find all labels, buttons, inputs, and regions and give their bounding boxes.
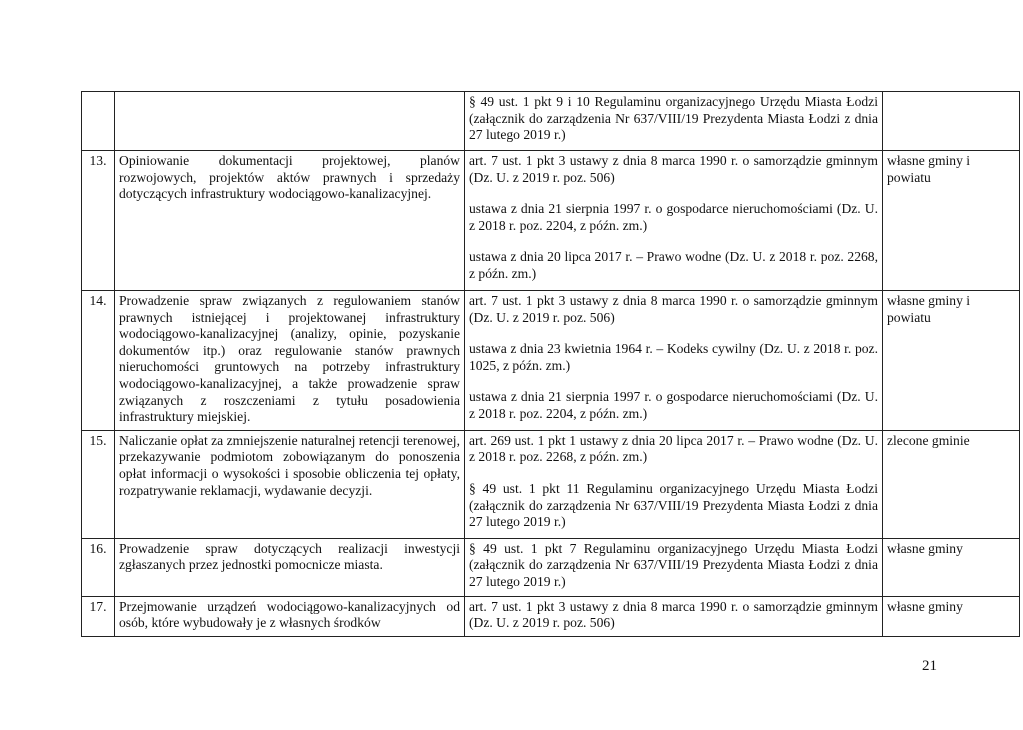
row-number: 14.	[82, 291, 115, 431]
legal-basis-entry: art. 7 ust. 1 pkt 3 ustawy z dnia 8 marca 1990 r. o samorządzie gminnym (Dz. U. z 2019 r. poz. 506)	[469, 153, 878, 185]
task-type: własne gminy i powiatu	[883, 151, 1020, 291]
legal-basis-entry: § 49 ust. 1 pkt 11 Regulaminu organizacyjnego Urzędu Miasta Łodzi (załącznik do zarządzenia Nr 637/VIII/19 Prezydenta Miasta Łodzi z dnia 27 lutego 2019 r.)	[469, 480, 878, 530]
row-number: 13.	[82, 151, 115, 291]
task-description: Prowadzenie spraw dotyczących realizacji inwestycji zgłaszanych przez jednostki pomocnicze miasta.	[115, 538, 465, 596]
legal-basis-entry: art. 269 ust. 1 pkt 1 ustawy z dnia 20 lipca 2017 r. – Prawo wodne (Dz. U. z 2018 r. poz. 2268, z późn. zm.)	[469, 432, 878, 465]
task-description: Naliczanie opłat za zmniejszenie naturalnej retencji terenowej, przekazywanie podmiotom zobowiązanym do ponoszenia opłat informacji o wysokości i sposobie obliczenia tej opłaty, rozpatrywanie reklamacji, wydawanie decyzji.	[115, 430, 465, 538]
table-row	[82, 538, 1020, 596]
tasks-table	[81, 91, 1020, 637]
legal-basis	[465, 291, 883, 431]
table-row	[82, 430, 1020, 538]
task-description: Opiniowanie dokumentacji projektowej, planów rozwojowych, projektów aktów prawnych i sprzedaży dotyczących infrastruktury wodociągowo-kanalizacyjnej.	[115, 151, 465, 291]
legal-basis-entry: ustawa z dnia 20 lipca 2017 r. – Prawo wodne (Dz. U. z 2018 r. poz. 2268, z późn. zm.)	[469, 249, 878, 281]
legal-basis-entry: § 49 ust. 1 pkt 7 Regulaminu organizacyjnego Urzędu Miasta Łodzi (załącznik do zarządzenia Nr 637/VIII/19 Prezydenta Miasta Łodzi z dnia 27 lutego 2019 r.)	[469, 540, 878, 589]
legal-basis	[465, 151, 883, 291]
task-description: Prowadzenie spraw związanych z regulowaniem stanów prawnych istniejącej i projektowanej infrastruktury wodociągowo-kanalizacyjnej (analizy, opinie, pozyskanie dokumentów itp.) oraz regulowanie stanów prawnych nieruchomości gruntowych na potrzeby infrastruktury wodociągowo-kanalizacyjnej, a także prowadzenie spraw związanych z roszczeniami z tytułu posadowienia infrastruktury miejskiej.	[115, 291, 465, 431]
legal-basis	[465, 92, 883, 151]
row-number: 16.	[82, 538, 115, 596]
legal-basis-entry: ustawa z dnia 23 kwietnia 1964 r. – Kodeks cywilny (Dz. U. z 2018 r. poz. 1025, z późn. zm.)	[469, 341, 878, 373]
row-number	[82, 92, 115, 151]
page-number: 21	[922, 658, 937, 674]
table-row	[82, 291, 1020, 431]
table-row	[82, 596, 1020, 636]
legal-basis	[465, 596, 883, 636]
task-description	[115, 92, 465, 151]
task-type: własne gminy	[883, 538, 1020, 596]
task-type: własne gminy i powiatu	[883, 291, 1020, 431]
task-type: własne gminy	[883, 596, 1020, 636]
task-description: Przejmowanie urządzeń wodociągowo-kanalizacyjnych od osób, które wybudowały je z własnych środków	[115, 596, 465, 636]
legal-basis	[465, 430, 883, 538]
legal-basis-entry: ustawa z dnia 21 sierpnia 1997 r. o gospodarce nieruchomościami (Dz. U. z 2018 r. poz. 2204, z późn. zm.)	[469, 389, 878, 421]
row-number: 17.	[82, 596, 115, 636]
legal-basis-entry: § 49 ust. 1 pkt 9 i 10 Regulaminu organizacyjnego Urzędu Miasta Łodzi (załącznik do zarządzenia Nr 637/VIII/19 Prezydenta Miasta Łodzi z dnia 27 lutego 2019 r.)	[469, 94, 878, 143]
legal-basis	[465, 538, 883, 596]
task-type	[883, 92, 1020, 151]
legal-basis-entry: art. 7 ust. 1 pkt 3 ustawy z dnia 8 marca 1990 r. o samorządzie gminnym (Dz. U. z 2019 r. poz. 506)	[469, 598, 878, 631]
task-type: zlecone gminie	[883, 430, 1020, 538]
legal-basis-entry: art. 7 ust. 1 pkt 3 ustawy z dnia 8 marca 1990 r. o samorządzie gminnym (Dz. U. z 2019 r. poz. 506)	[469, 293, 878, 325]
legal-basis-entry: ustawa z dnia 21 sierpnia 1997 r. o gospodarce nieruchomościami (Dz. U. z 2018 r. poz. 2204, z późn. zm.)	[469, 201, 878, 233]
table-row	[82, 151, 1020, 291]
row-number: 15.	[82, 430, 115, 538]
table-row	[82, 92, 1020, 151]
